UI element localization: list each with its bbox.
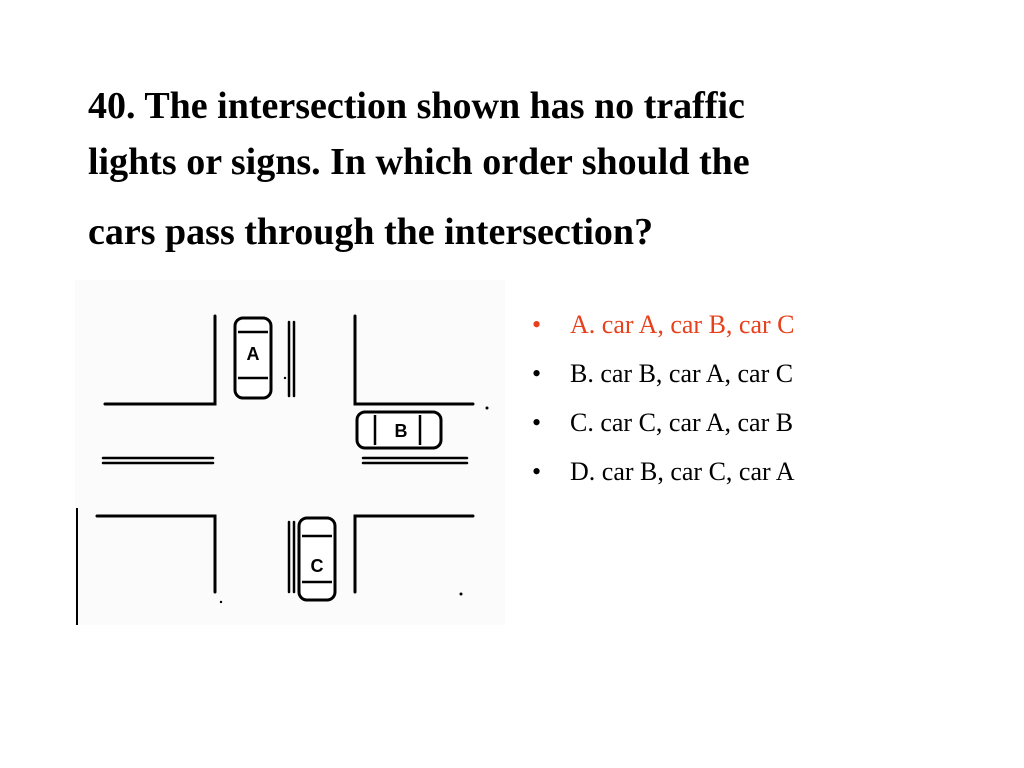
car-a-label: A [246,344,260,364]
question-line-3: cars pass through the intersection? [88,211,654,253]
option-d[interactable] [532,447,795,496]
question-line-1: 40. The intersection shown has no traffic [88,85,745,127]
car-a [235,318,271,398]
car-c-label: C [310,556,324,576]
option-b[interactable] [532,349,795,398]
question-title [88,78,948,260]
question-line-2: lights or signs. In which order should the [88,141,750,183]
option-d-label: D. car B, car C, car A [570,457,795,486]
option-c[interactable] [532,398,795,447]
bullet: • [532,408,542,437]
bullet: • [532,310,542,339]
option-b-label: B. car B, car A, car C [570,359,794,388]
option-c-label: C. car C, car A, car B [570,408,794,437]
option-a-label: A. car A, car B, car C [570,310,795,339]
intersection-drawing [75,280,505,625]
car-b [357,412,441,448]
answer-options [532,300,795,496]
car-b-label: B [394,421,408,441]
intersection-diagram [75,280,505,625]
bullet: • [532,457,542,486]
option-a[interactable] [532,300,795,349]
car-c [299,518,335,600]
bullet: • [532,359,542,388]
